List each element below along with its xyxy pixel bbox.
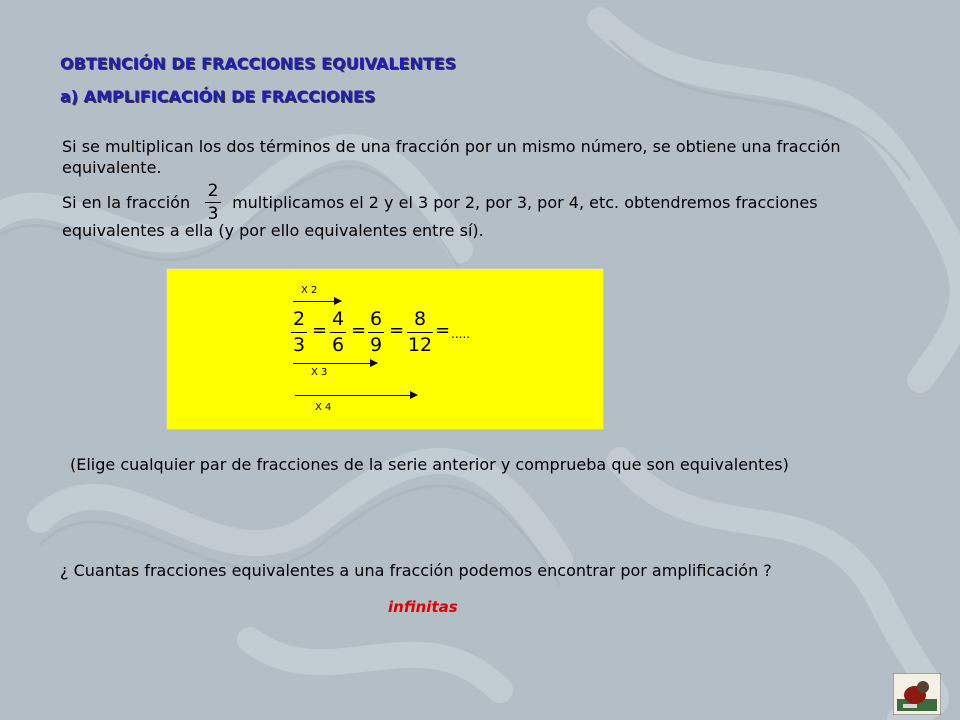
fraction-denominator: 3 bbox=[292, 334, 306, 356]
section-subtitle: a) AMPLIFICACIÓN DE FRACCIONES bbox=[60, 87, 376, 106]
fraction-numerator: 8 bbox=[413, 308, 427, 330]
fraction bbox=[330, 309, 346, 356]
example-text-after: multiplicamos el 2 y el 3 por 2, por 3, por 4, etc. obtendremos fracciones bbox=[232, 193, 818, 212]
fraction bbox=[291, 309, 307, 356]
equals-sign: = bbox=[312, 320, 328, 341]
fraction-bar bbox=[291, 332, 307, 333]
inline-fraction-denominator: 3 bbox=[207, 204, 219, 224]
continuation-dots: ..... bbox=[451, 327, 471, 341]
inline-fraction-numerator: 2 bbox=[207, 181, 219, 201]
question-text: ¿ Cuantas fracciones equivalentes a una fracción podemos encontrar por amplificación ? bbox=[60, 561, 772, 580]
fraction bbox=[407, 309, 433, 356]
fraction-bar bbox=[368, 332, 384, 333]
equals-sign: = bbox=[389, 320, 405, 341]
equals-sign: = bbox=[435, 320, 451, 341]
arrow-icon bbox=[293, 301, 341, 302]
example-line-1 bbox=[62, 192, 818, 213]
example-text-before: Si en la fracción bbox=[62, 193, 191, 212]
answer-text: infinitas bbox=[388, 598, 458, 616]
example-line-2: equivalentes a ella (y por ello equivalentes entre sí). bbox=[62, 221, 484, 240]
fraction-bar bbox=[330, 332, 346, 333]
multiplier-label: X 2 bbox=[301, 285, 318, 296]
fraction bbox=[368, 309, 384, 356]
main-title: OBTENCIÓN DE FRACCIONES EQUIVALENTES bbox=[60, 54, 457, 73]
fraction-bar bbox=[205, 202, 221, 203]
exercise-note: (Elige cualquier par de fracciones de la serie anterior y comprueba que son equivalentes) bbox=[70, 455, 789, 474]
equivalent-fractions-diagram bbox=[166, 268, 604, 430]
fraction-bar bbox=[407, 332, 433, 333]
inline-fraction bbox=[205, 181, 221, 224]
equals-sign: = bbox=[351, 320, 367, 341]
arrow-icon bbox=[293, 363, 377, 364]
fraction-numerator: 6 bbox=[369, 308, 383, 330]
home-icon[interactable] bbox=[893, 673, 941, 715]
fraction-denominator: 12 bbox=[407, 334, 433, 356]
fraction-numerator: 2 bbox=[292, 308, 306, 330]
multiplier-label: X 4 bbox=[315, 402, 332, 413]
definition-paragraph: Si se multiplican los dos términos de una fracción por un mismo número, se obtiene una fracción equivalente. bbox=[62, 137, 841, 177]
fraction-denominator: 9 bbox=[369, 334, 383, 356]
multiplier-label: X 3 bbox=[311, 367, 328, 378]
fraction-numerator: 4 bbox=[331, 308, 345, 330]
fraction-denominator: 6 bbox=[331, 334, 345, 356]
arrow-icon bbox=[295, 395, 417, 396]
